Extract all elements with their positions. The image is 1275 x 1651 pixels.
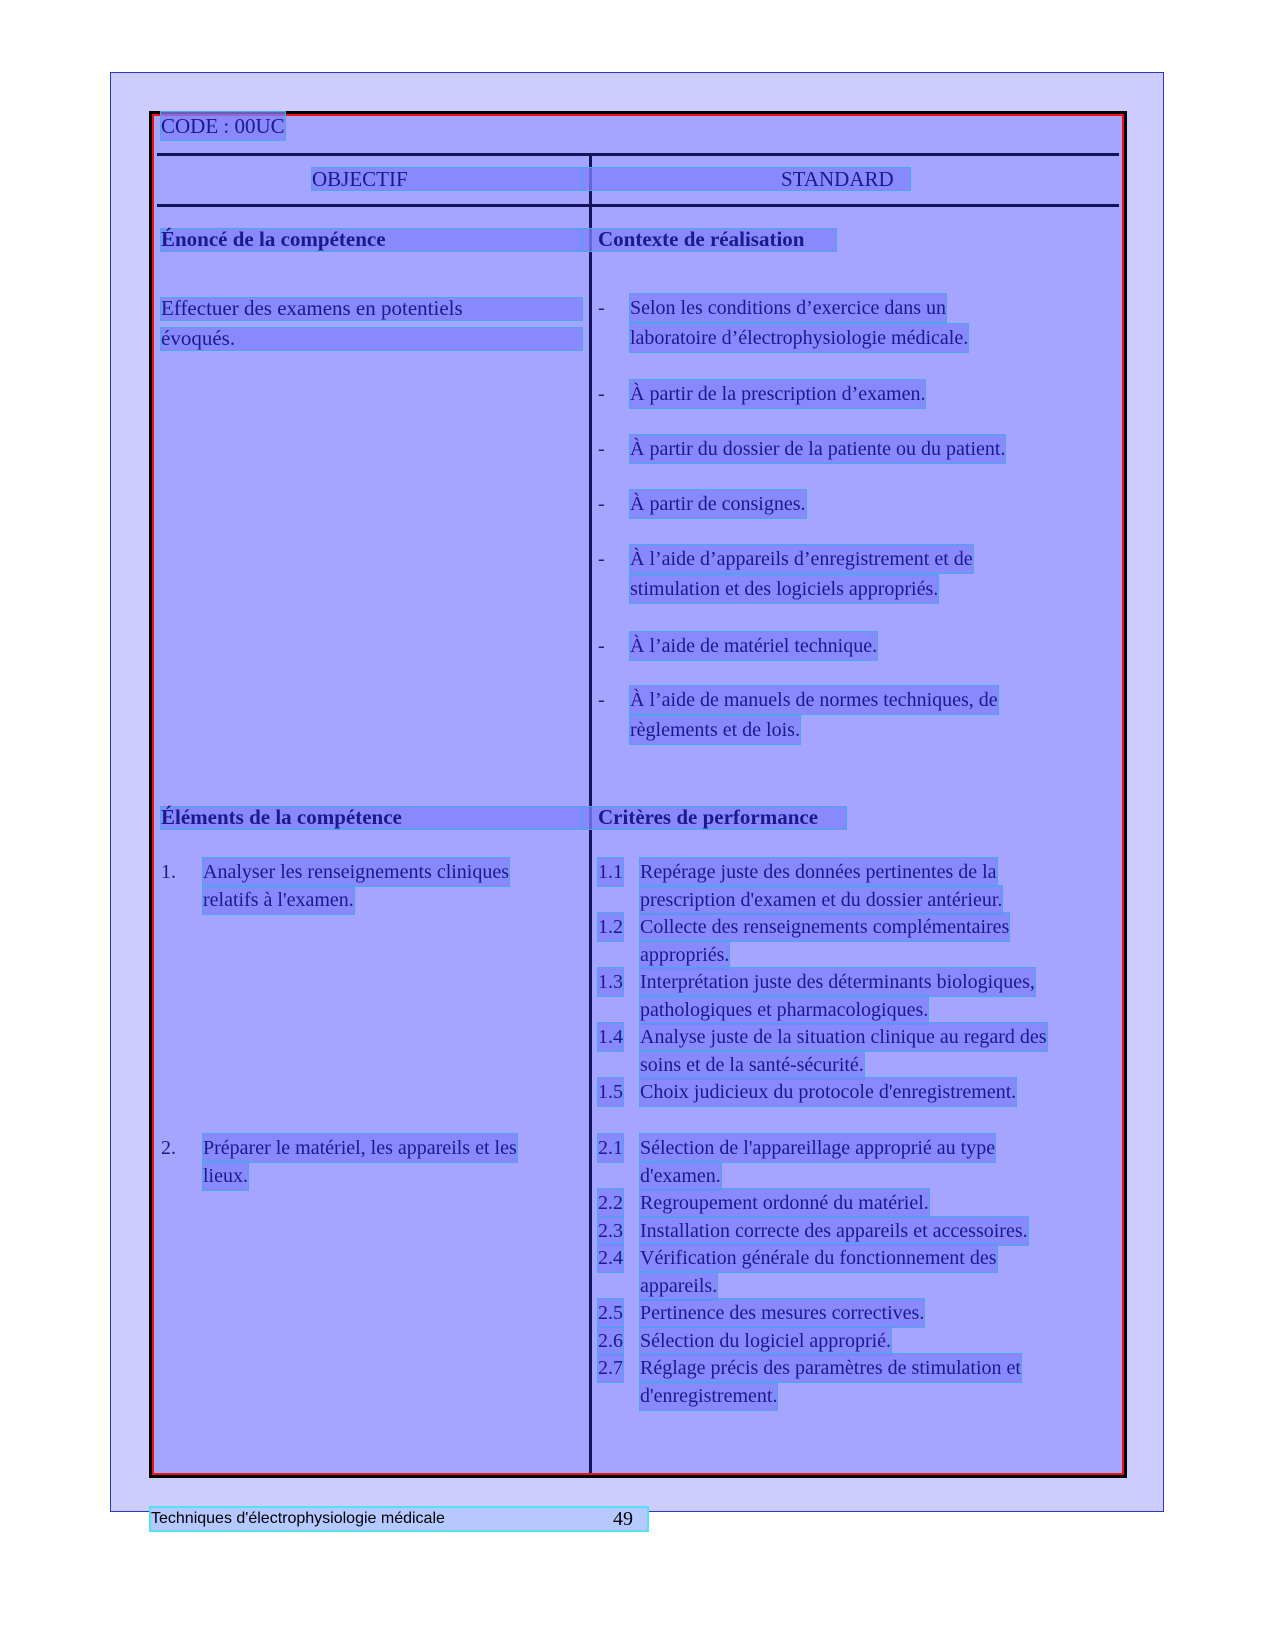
bullet: - <box>598 297 605 319</box>
critere-line: Choix judicieux du protocole d'enregistrement. <box>640 1078 1016 1106</box>
critere-line: Installation correcte des appareils et accessoires. <box>640 1217 1028 1245</box>
critere-number: 2.4 <box>598 1244 623 1272</box>
element-line: relatifs à l'examen. <box>203 886 354 914</box>
contexte-line: À partir de la prescription d’examen. <box>630 380 925 408</box>
critere-line: Vérification générale du fonctionnement des <box>640 1244 997 1272</box>
critere-number: 2.5 <box>598 1299 623 1327</box>
contexte-line: Selon les conditions d’exercice dans un <box>630 294 946 322</box>
element-number: 1. <box>161 861 176 883</box>
element-number: 2. <box>161 1137 176 1159</box>
critere-line: Sélection du logiciel approprié. <box>640 1327 891 1355</box>
bullet: - <box>598 548 605 570</box>
critere-number: 2.2 <box>598 1189 623 1217</box>
criteres-title: Critères de performance <box>598 805 819 829</box>
contexte-line: À l’aide de matériel technique. <box>630 632 877 660</box>
enonce-title: Énoncé de la compétence <box>161 227 386 251</box>
critere-line: Interprétation juste des déterminants biologiques, <box>640 968 1035 996</box>
code-label: CODE : 00UC <box>161 114 285 138</box>
contexte-line: À l’aide d’appareils d’enregistrement et de <box>630 545 973 573</box>
enonce-line: évoqués. <box>161 326 236 350</box>
contexte-line: règlements et de lois. <box>630 716 800 744</box>
critere-line: appareils. <box>640 1272 717 1300</box>
elements-title: Éléments de la compétence <box>161 805 402 829</box>
bullet: - <box>598 493 605 515</box>
bullet: - <box>598 689 605 711</box>
critere-line: d'enregistrement. <box>640 1382 777 1410</box>
critere-number: 2.7 <box>598 1354 623 1382</box>
critere-number: 2.1 <box>598 1134 623 1162</box>
bullet: - <box>598 438 605 460</box>
critere-number: 1.1 <box>598 858 623 886</box>
bullet: - <box>598 635 605 657</box>
contexte-line: À l’aide de manuels de normes techniques, de <box>630 686 998 714</box>
critere-number: 2.6 <box>598 1327 623 1355</box>
critere-line: Réglage précis des paramètres de stimulation et <box>640 1354 1021 1382</box>
element-line: Préparer le matériel, les appareils et les <box>203 1134 517 1162</box>
critere-line: prescription d'examen et du dossier antérieur. <box>640 886 1002 914</box>
critere-number: 1.2 <box>598 913 623 941</box>
critere-number: 1.5 <box>598 1078 623 1106</box>
page-footer <box>151 1508 647 1530</box>
critere-line: soins et de la santé-sécurité. <box>640 1051 864 1079</box>
footer-title: Techniques d'électrophysiologie médicale <box>151 1510 445 1527</box>
critere-line: d'examen. <box>640 1162 721 1190</box>
bullet: - <box>598 383 605 405</box>
page-number: 49 <box>613 1508 633 1530</box>
critere-line: Pertinence des mesures correctives. <box>640 1299 924 1327</box>
critere-line: Analyse juste de la situation clinique au regard des <box>640 1023 1047 1051</box>
header-divider-top <box>157 153 1119 156</box>
critere-number: 1.3 <box>598 968 623 996</box>
element-line: Analyser les renseignements cliniques <box>203 858 509 886</box>
header-divider-bottom <box>157 204 1119 207</box>
standard-header: STANDARD <box>781 167 894 191</box>
contexte-line: laboratoire d’électrophysiologie médicale. <box>630 324 968 352</box>
critere-line: pathologiques et pharmacologiques. <box>640 996 928 1024</box>
element-line: lieux. <box>203 1162 248 1190</box>
contexte-line: À partir de consignes. <box>630 490 806 518</box>
critere-line: appropriés. <box>640 941 729 969</box>
critere-number: 1.4 <box>598 1023 623 1051</box>
critere-line: Repérage juste des données pertinentes de la <box>640 858 997 886</box>
contexte-line: stimulation et des logiciels appropriés. <box>630 575 938 603</box>
contexte-title: Contexte de réalisation <box>598 227 805 251</box>
critere-number: 2.3 <box>598 1217 623 1245</box>
critere-line: Sélection de l'appareillage approprié au type <box>640 1134 995 1162</box>
contexte-line: À partir du dossier de la patiente ou du patient. <box>630 435 1005 463</box>
critere-line: Regroupement ordonné du matériel. <box>640 1189 929 1217</box>
critere-line: Collecte des renseignements complémentaires <box>640 913 1009 941</box>
enonce-line: Effectuer des examens en potentiels <box>161 296 463 320</box>
objectif-header: OBJECTIF <box>312 167 408 191</box>
